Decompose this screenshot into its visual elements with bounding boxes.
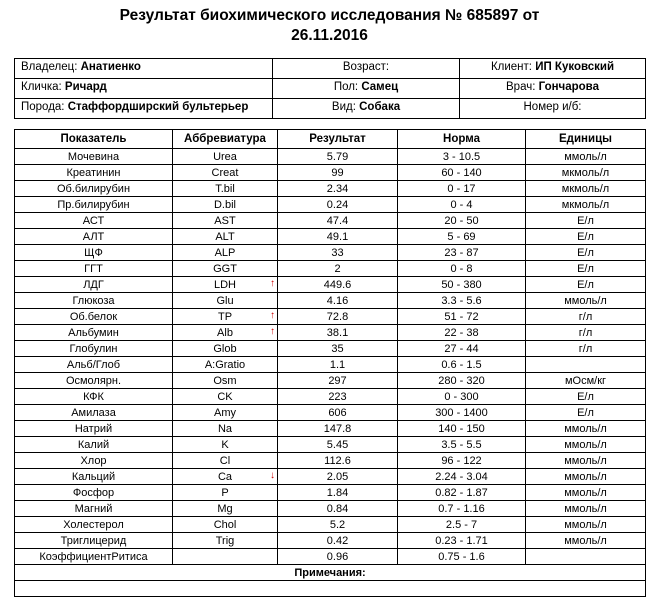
abbreviation-text: A:Gratio (204, 358, 246, 371)
cell-norm: 0 - 8 (398, 261, 526, 277)
abbreviation-text: D.bil (213, 198, 236, 211)
cell-indicator: ЛДГ (15, 277, 173, 293)
cell-indicator: Амилаза (15, 405, 173, 421)
abbreviation-text: P (221, 486, 229, 499)
cell-indicator: Магний (15, 501, 173, 517)
cell-norm: 0 - 300 (398, 389, 526, 405)
cell-indicator: Альбумин (15, 325, 173, 341)
results-header-row (15, 130, 646, 149)
page-title-line2: 26.11.2016 (291, 27, 368, 44)
table-row (15, 197, 646, 213)
table-row (15, 517, 646, 533)
species-label: Вид: (331, 101, 356, 113)
table-row (15, 501, 646, 517)
cell-units: мкмоль/л (526, 165, 646, 181)
cell-abbreviation (173, 421, 278, 437)
cell-norm: 3 - 10.5 (398, 149, 526, 165)
results-table (14, 129, 646, 597)
cell-abbreviation (173, 309, 278, 325)
cell-units: ммоль/л (526, 293, 646, 309)
cell-result: 0.42 (278, 533, 398, 549)
cell-norm: 280 - 320 (398, 373, 526, 389)
cell-norm: 300 - 1400 (398, 405, 526, 421)
client-value: ИП Куковский (535, 61, 615, 73)
abbreviation-text: Alb (217, 326, 233, 339)
cell-abbreviation (173, 165, 278, 181)
cell-norm: 0.23 - 1.71 (398, 533, 526, 549)
table-row (15, 149, 646, 165)
abbreviation-text: Cl (219, 454, 231, 467)
cell-result: 38.1 (278, 325, 398, 341)
arrow-up-icon: ↑ (270, 278, 275, 289)
cell-abbreviation (173, 181, 278, 197)
table-row (15, 341, 646, 357)
nickname-label: Кличка: (21, 81, 62, 93)
abbreviation-text: Mg (217, 502, 233, 515)
cell-abbreviation (173, 373, 278, 389)
cell-indicator: КоэффициентРитиса (15, 549, 173, 565)
cell-result: 1.84 (278, 485, 398, 501)
sex-cell (273, 79, 460, 99)
cell-indicator: Пр.билирубин (15, 197, 173, 213)
table-row (15, 293, 646, 309)
cell-indicator: Креатинин (15, 165, 173, 181)
age-label: Возраст: (342, 61, 390, 73)
cell-indicator: Холестерол (15, 517, 173, 533)
cell-indicator: ЩФ (15, 245, 173, 261)
cell-result: 5.2 (278, 517, 398, 533)
table-row (15, 59, 646, 79)
cell-abbreviation (173, 229, 278, 245)
abbreviation-text: ALP (214, 246, 236, 259)
table-row (15, 213, 646, 229)
cell-abbreviation (173, 213, 278, 229)
cell-units: Е/л (526, 389, 646, 405)
cell-units: ммоль/л (526, 149, 646, 165)
nickname-cell (15, 79, 273, 99)
cell-units: Е/л (526, 261, 646, 277)
cell-units: ммоль/л (526, 421, 646, 437)
arrow-up-icon: ↑ (270, 310, 275, 321)
owner-value: Анатиенко (80, 61, 141, 73)
abbreviation-text: Glob (213, 342, 237, 355)
abbreviation-text: Urea (213, 150, 237, 163)
cell-result: 5.45 (278, 437, 398, 453)
cell-indicator: ГГТ (15, 261, 173, 277)
cell-norm: 0 - 4 (398, 197, 526, 213)
case-number-label: Номер и/б: (523, 101, 582, 113)
abbreviation-text: Creat (211, 166, 239, 179)
cell-norm: 22 - 38 (398, 325, 526, 341)
cell-result: 449.6 (278, 277, 398, 293)
cell-abbreviation (173, 357, 278, 373)
cell-indicator: Глобулин (15, 341, 173, 357)
cell-units: ммоль/л (526, 437, 646, 453)
cell-norm: 140 - 150 (398, 421, 526, 437)
cell-result: 0.84 (278, 501, 398, 517)
cell-result: 99 (278, 165, 398, 181)
cell-units: г/л (526, 309, 646, 325)
cell-units: ммоль/л (526, 517, 646, 533)
abbreviation-text: Glu (216, 294, 234, 307)
abbreviation-text: ALT (215, 230, 235, 243)
cell-indicator: Об.билирубин (15, 181, 173, 197)
cell-norm: 3.3 - 5.6 (398, 293, 526, 309)
cell-indicator: Об.белок (15, 309, 173, 325)
breed-label: Порода: (21, 101, 65, 113)
page-title-line1: Результат биохимического исследования № 685897 от (119, 7, 540, 24)
table-row (15, 357, 646, 373)
cell-norm: 0.6 - 1.5 (398, 357, 526, 373)
cell-units: ммоль/л (526, 469, 646, 485)
cell-abbreviation (173, 517, 278, 533)
arrow-down-icon: ↓ (270, 470, 275, 481)
nickname-value: Ричард (64, 81, 107, 93)
cell-abbreviation (173, 549, 278, 565)
col-header-result: Результат (278, 130, 398, 149)
cell-units: Е/л (526, 245, 646, 261)
cell-indicator: Осмолярн. (15, 373, 173, 389)
cell-units: Е/л (526, 213, 646, 229)
abbreviation-text: Na (217, 422, 233, 435)
table-row (15, 533, 646, 549)
cell-units: ммоль/л (526, 501, 646, 517)
col-header-abbreviation: Аббревиатура (173, 130, 278, 149)
case-number-cell (460, 99, 646, 119)
col-header-indicator: Показатель (15, 130, 173, 149)
cell-abbreviation (173, 277, 278, 293)
table-row (15, 437, 646, 453)
abbreviation-text: Trig (215, 534, 235, 547)
cell-units: ммоль/л (526, 485, 646, 501)
abbreviation-text: AST (214, 214, 236, 227)
abbreviation-text: LDH (213, 278, 236, 291)
cell-indicator: Калий (15, 437, 173, 453)
owner-cell (15, 59, 273, 79)
cell-abbreviation (173, 437, 278, 453)
abbreviation-text: Amy (214, 406, 236, 419)
cell-abbreviation (173, 293, 278, 309)
table-row (15, 405, 646, 421)
cell-indicator: Мочевина (15, 149, 173, 165)
breed-cell (15, 99, 273, 119)
cell-units: Е/л (526, 405, 646, 421)
age-cell (273, 59, 460, 79)
table-row (15, 245, 646, 261)
cell-norm: 27 - 44 (398, 341, 526, 357)
abbreviation-text: Osm (213, 374, 237, 387)
cell-result: 35 (278, 341, 398, 357)
cell-result: 0.24 (278, 197, 398, 213)
col-header-norm: Норма (398, 130, 526, 149)
abbreviation-text: Chol (213, 518, 237, 531)
cell-result: 297 (278, 373, 398, 389)
notes-value-row (15, 581, 646, 597)
cell-units: мОсм/кг (526, 373, 646, 389)
cell-norm: 96 - 122 (398, 453, 526, 469)
cell-result: 1.1 (278, 357, 398, 373)
cell-result: 33 (278, 245, 398, 261)
cell-abbreviation (173, 325, 278, 341)
abbreviation-text: Ca (217, 470, 233, 483)
table-row (15, 277, 646, 293)
cell-result: 72.8 (278, 309, 398, 325)
col-header-units: Единицы (526, 130, 646, 149)
notes-label: Примечания: (15, 565, 646, 581)
table-row (15, 453, 646, 469)
cell-result: 4.16 (278, 293, 398, 309)
cell-abbreviation (173, 501, 278, 517)
table-row (15, 549, 646, 565)
cell-abbreviation (173, 453, 278, 469)
cell-units: ммоль/л (526, 453, 646, 469)
cell-indicator: Хлор (15, 453, 173, 469)
cell-abbreviation (173, 405, 278, 421)
abbreviation-text: TP (217, 310, 233, 323)
cell-result: 2.34 (278, 181, 398, 197)
cell-indicator: Фосфор (15, 485, 173, 501)
cell-norm: 23 - 87 (398, 245, 526, 261)
cell-norm: 60 - 140 (398, 165, 526, 181)
abbreviation-text: K (221, 438, 229, 451)
table-row (15, 485, 646, 501)
table-row (15, 229, 646, 245)
species-value: Собака (359, 101, 401, 113)
cell-units: ммоль/л (526, 533, 646, 549)
cell-result: 223 (278, 389, 398, 405)
table-row (15, 421, 646, 437)
breed-value: Стаффордширский бультерьер (67, 101, 249, 113)
cell-units: мкмоль/л (526, 181, 646, 197)
cell-result: 2.05 (278, 469, 398, 485)
arrow-up-icon: ↑ (270, 326, 275, 337)
cell-norm: 0.82 - 1.87 (398, 485, 526, 501)
patient-info-section (0, 46, 659, 119)
cell-norm: 0.75 - 1.6 (398, 549, 526, 565)
cell-result: 49.1 (278, 229, 398, 245)
cell-indicator: АСТ (15, 213, 173, 229)
cell-indicator: Триглицерид (15, 533, 173, 549)
sex-label: Пол: (333, 81, 359, 93)
cell-units: мкмоль/л (526, 197, 646, 213)
cell-indicator: Натрий (15, 421, 173, 437)
cell-units (526, 357, 646, 373)
cell-norm: 0.7 - 1.16 (398, 501, 526, 517)
sex-value: Самец (361, 81, 399, 93)
cell-abbreviation (173, 533, 278, 549)
cell-norm: 20 - 50 (398, 213, 526, 229)
cell-norm: 50 - 380 (398, 277, 526, 293)
cell-result: 147.8 (278, 421, 398, 437)
doctor-cell (460, 79, 646, 99)
notes-value (15, 581, 646, 597)
species-cell (273, 99, 460, 119)
cell-abbreviation (173, 485, 278, 501)
cell-norm: 0 - 17 (398, 181, 526, 197)
table-row (15, 469, 646, 485)
table-row (15, 325, 646, 341)
cell-result: 0.96 (278, 549, 398, 565)
cell-units: г/л (526, 341, 646, 357)
cell-units: Е/л (526, 277, 646, 293)
cell-units: г/л (526, 325, 646, 341)
cell-indicator: Кальций (15, 469, 173, 485)
page-title (0, 0, 659, 46)
cell-abbreviation (173, 149, 278, 165)
cell-indicator: АЛТ (15, 229, 173, 245)
cell-abbreviation (173, 341, 278, 357)
cell-norm: 3.5 - 5.5 (398, 437, 526, 453)
doctor-value: Гончарова (538, 81, 599, 93)
cell-result: 5.79 (278, 149, 398, 165)
cell-abbreviation (173, 389, 278, 405)
cell-result: 112.6 (278, 453, 398, 469)
abbreviation-text: CK (217, 390, 233, 403)
cell-abbreviation (173, 245, 278, 261)
results-body (15, 149, 646, 565)
cell-indicator: Альб/Глоб (15, 357, 173, 373)
doctor-label: Врач: (506, 81, 536, 93)
cell-abbreviation (173, 197, 278, 213)
owner-label: Владелец: (21, 61, 78, 73)
client-label: Клиент: (490, 61, 532, 73)
cell-units (526, 549, 646, 565)
patient-info-table (14, 58, 646, 119)
cell-indicator: Глюкоза (15, 293, 173, 309)
table-row (15, 261, 646, 277)
table-row (15, 165, 646, 181)
client-cell (460, 59, 646, 79)
cell-result: 2 (278, 261, 398, 277)
cell-norm: 2.24 - 3.04 (398, 469, 526, 485)
cell-units: Е/л (526, 229, 646, 245)
table-row (15, 309, 646, 325)
abbreviation-text: T.bil (215, 182, 235, 195)
table-row (15, 181, 646, 197)
cell-result: 606 (278, 405, 398, 421)
table-row (15, 79, 646, 99)
results-section (0, 119, 659, 597)
cell-abbreviation (173, 469, 278, 485)
notes-row (15, 565, 646, 581)
cell-norm: 2.5 - 7 (398, 517, 526, 533)
cell-result: 47.4 (278, 213, 398, 229)
cell-abbreviation (173, 261, 278, 277)
table-row (15, 389, 646, 405)
table-row (15, 373, 646, 389)
cell-norm: 51 - 72 (398, 309, 526, 325)
cell-indicator: КФК (15, 389, 173, 405)
abbreviation-text: GGT (213, 262, 237, 275)
table-row (15, 99, 646, 119)
cell-norm: 5 - 69 (398, 229, 526, 245)
